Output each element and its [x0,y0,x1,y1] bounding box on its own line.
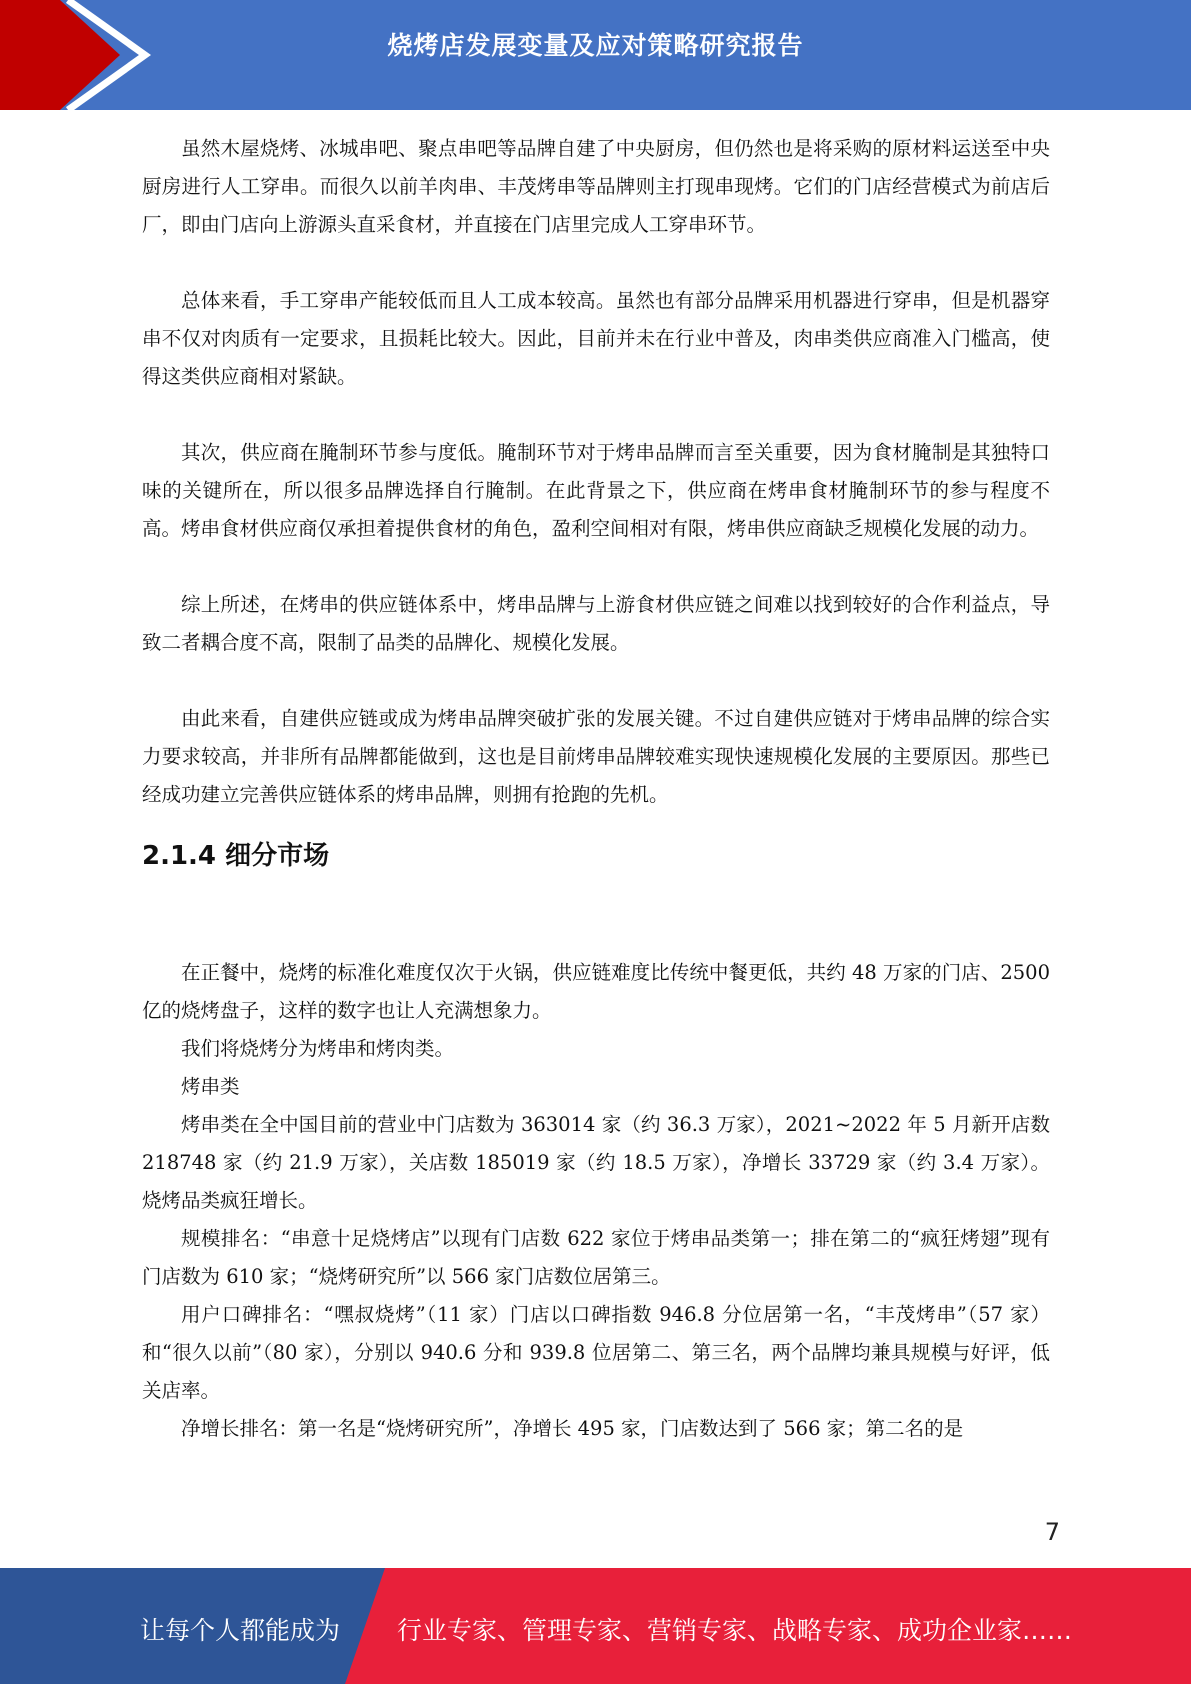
page-footer [0,1568,1191,1684]
paragraph: 烤串类在全中国目前的营业中门店数为 363014 家（约 36.3 万家），2021~2022 年 5 月新开店数 218748 家（约 21.9 万家），关店数 185019 家（约 18.5 万家），净增长 33729 家（约 3.4 万家）。烧烤品类疯狂增长。 [142,1113,1050,1212]
paragraph: 在正餐中，烧烤的标准化难度仅次于火锅，供应链难度比传统中餐更低，共约 48 万家的门店、2500 亿的烧烤盘子，这样的数字也让人充满想象力。 [142,961,1050,1022]
paragraph: 总体来看，手工穿串产能较低而且人工成本较高。虽然也有部分品牌采用机器进行穿串，但是机器穿串不仅对肉质有一定要求，且损耗比较大。因此，目前并未在行业中普及，肉串类供应商准入门槛高，使得这类供应商相对紧缺。 [142,289,1050,388]
footer-slogan-right: 行业专家、管理专家、营销专家、战略专家、成功企业家…… [397,1616,1073,1645]
footer-slogan-left: 让每个人都能成为 [140,1616,341,1645]
header-title: 烧烤店发展变量及应对策略研究报告 [387,31,804,60]
page-header [0,0,1191,110]
page-number: 7 [1044,1518,1060,1546]
paragraph: 由此来看，自建供应链或成为烤串品牌突破扩张的发展关键。不过自建供应链对于烤串品牌的综合实力要求较高，并非所有品牌都能做到，这也是目前烤串品牌较难实现快速规模化发展的主要原因。那些已经成功建立完善供应链体系的烤串品牌，则拥有抢跑的先机。 [142,707,1050,806]
paragraph: 我们将烧烤分为烤串和烤肉类。 [181,1037,455,1060]
paragraph: 规模排名：“串意十足烧烤店”以现有门店数 622 家位于烤串品类第一；排在第二的“疯狂烤翅”现有门店数为 610 家；“烧烤研究所”以 566 家门店数位居第三。 [142,1227,1050,1288]
paragraph: 用户口碑排名：“嘿叔烧烤”（11 家）门店以口碑指数 946.8 分位居第一名，“丰茂烤串”（57 家）和“很久以前”（80 家），分别以 940.6 分和 939.8 位居第二、第三名，两个品牌均兼具规模与好评，低关店率。 [142,1303,1050,1402]
paragraph: 其次，供应商在腌制环节参与度低。腌制环节对于烤串品牌而言至关重要，因为食材腌制是其独特口味的关键所在，所以很多品牌选择自行腌制。在此背景之下，供应商在烤串食材腌制环节的参与程度不高。烤串食材供应商仅承担着提供食材的角色，盈利空间相对有限，烤串供应商缺乏规模化发展的动力。 [142,441,1050,540]
paragraph: 虽然木屋烧烤、冰城串吧、聚点串吧等品牌自建了中央厨房，但仍然也是将采购的原材料运送至中央厨房进行人工穿串。而很久以前羊肉串、丰茂烤串等品牌则主打现串现烤。它们的门店经营模式为前店后厂，即由门店向上游源头直采食材，并直接在门店里完成人工穿串环节。 [142,137,1050,236]
section-heading: 2.1.4 细分市场 [142,841,330,871]
document-body [142,130,1050,1448]
paragraph: 净增长排名：第一名是“烧烤研究所”，净增长 495 家，门店数达到了 566 家；第二名的是 [181,1417,964,1440]
subheading-paragraph: 烤串类 [181,1075,240,1098]
paragraph: 综上所述，在烤串的供应链体系中，烤串品牌与上游食材供应链之间难以找到较好的合作利益点，导致二者耦合度不高，限制了品类的品牌化、规模化发展。 [142,593,1050,654]
